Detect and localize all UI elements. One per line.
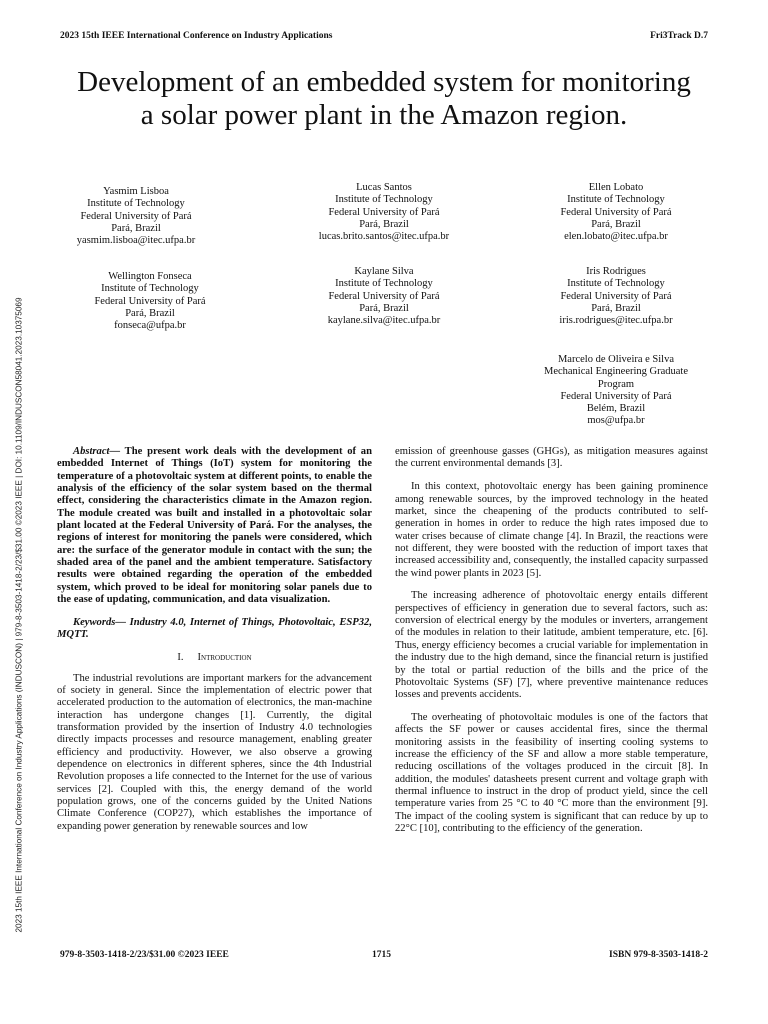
author-name: Marcelo de Oliveira e Silva: [557, 354, 675, 365]
author-email: iris.rodrigues@itec.ufpa.br: [559, 315, 673, 327]
abstract-label: Abstract—: [73, 446, 121, 457]
keywords-text: Industry 4.0, Internet of Things, Photovoltaic, ESP32, MQTT.: [57, 616, 372, 641]
author-block-3: [516, 182, 716, 243]
author-email: mos@ufpa.br: [587, 415, 645, 427]
author-affiliation: Institute of Technology: [101, 283, 199, 295]
paper-title: Development of an embedded system for monitoring a solar power plant in the Amazon region.: [77, 66, 691, 131]
author-name: Ellen Lobato: [588, 182, 644, 193]
author-name: Iris Rodrigues: [586, 266, 646, 277]
author-affiliation: Federal University of Pará: [328, 206, 440, 218]
left-column: [57, 446, 372, 843]
author-affiliation: Mechanical Engineering Graduate: [543, 366, 689, 378]
author-block-5: [284, 266, 484, 327]
body-paragraph: The industrial revolutions are important markers for the advancement of society in general. Since the implementation of electric power that accelerated production to the automation of electronics, the man-machine interaction has undergone changes [1]. Currently, the digital transformation provided by the insertion of Industry 4.0 technologies directly impacts processes and resource management, enabling greater efficiency and productivity. However, we also observe a growing dependence on electronics in different spheres, since the 4th Industrial Revolution proposes a life connected to the Internet for the use of various services [2]. Coupled with this, the energy demand of the world population grows, one of the concerns guided by the United Nations Climate Conference (COP27), which establishes the importance of expanding power generation by renewable sources and low: [57, 672, 372, 832]
running-header-right: Fri3Track D.7: [650, 31, 708, 41]
author-affiliation: Federal University of Pará: [560, 206, 672, 218]
author-email: fonseca@ufpa.br: [114, 320, 186, 332]
author-affiliation: Federal University of Pará: [94, 295, 206, 307]
author-email: yasmim.lisboa@itec.ufpa.br: [76, 235, 196, 247]
author-affiliation: Institute of Technology: [567, 278, 665, 290]
author-affiliation: Program: [597, 378, 635, 390]
right-column: [395, 446, 708, 846]
footer-left: 979-8-3503-1418-2/23/$31.00 ©2023 IEEE: [60, 950, 229, 960]
author-location: Pará, Brazil: [111, 222, 161, 234]
footer-right: ISBN 979-8-3503-1418-2: [609, 950, 708, 960]
section-number: I.: [177, 652, 184, 664]
body-paragraph: In this context, photovoltaic energy has been gaining prominence among renewable sources, by the improved technology in the heated market, since the cheapening of the products contributed to self-generation in homes in order to reduce the high rates imposed due to water crises because of climate change [4]. In Brazil, the reactions were not different, they were boosted with the reduction of import taxes that increased accessibility and, consequently, the installed capacity surpassed the wind power plants in 2023 [5].: [395, 481, 708, 579]
author-location: Pará, Brazil: [359, 302, 409, 314]
author-name: Yasmim Lisboa: [103, 186, 169, 197]
author-email: kaylane.silva@itec.ufpa.br: [327, 315, 441, 327]
author-affiliation: Institute of Technology: [567, 194, 665, 206]
author-email: elen.lobato@itec.ufpa.br: [564, 231, 668, 243]
author-affiliation: Institute of Technology: [87, 198, 185, 210]
body-paragraph: The increasing adherence of photovoltaic energy entails different perspectives of efficiency in generation due to several factors, such as: conversion of electrical energy by the modules or inverters, arrangement of the modules in relation to their latitude, ambient temperature, etc. [6]. Thus, energy efficiency becomes a crucial variable for implementation in the industry due to the high demand, since the financial return is justified by the total or partial reduction of the bills and the price of the Photovoltaic Systems (SF) [7], where preventive maintenance reduces losses and prevents accidents.: [395, 590, 708, 701]
author-block-2: [284, 182, 484, 243]
author-location: Pará, Brazil: [591, 218, 641, 230]
author-location: Belém, Brazil: [586, 403, 646, 415]
running-header-left: 2023 15th IEEE International Conference on Industry Applications: [60, 31, 333, 41]
author-block-4: [50, 271, 250, 332]
sidebar-citation-text: 2023 15th IEEE International Conference on Industry Applications (INDUSCON) | 979-8-3503-1418-2/23/$31.00 ©2023 IEEE | DOI: 10.1109/INDUSCON58041.2023.10375069: [14, 297, 24, 933]
author-affiliation: Federal University of Pará: [328, 290, 440, 302]
author-block-6: [516, 266, 716, 327]
section-heading-introduction: [57, 652, 372, 664]
author-email: lucas.brito.santos@itec.ufpa.br: [318, 231, 450, 243]
author-location: Pará, Brazil: [359, 218, 409, 230]
author-affiliation: Institute of Technology: [335, 194, 433, 206]
author-location: Pará, Brazil: [125, 307, 175, 319]
author-block-7: [516, 354, 716, 428]
author-affiliation: Federal University of Pará: [560, 290, 672, 302]
author-affiliation: Federal University of Pará: [560, 390, 672, 402]
body-paragraph: The overheating of photovoltaic modules is one of the factors that affects the SF power or causes accidental fires, since the thermal monitoring assists in the feasibility of inserting cooling systems to increase the efficiency of the SF and allow a more stable temperature, reducing oscillations of the voltages produced in the circuit [8]. In addition, the modules' datasheets present current and voltage graph with thermal influence to instruct in the drop of product yield, since the cell temperature varies from 25 °C to 40 °C more than the environment [9]. The impact of the cooling system is significant that can reduce by up to 22°C [10], contributing to the efficiency of the generation.: [395, 712, 708, 835]
author-block-1: [36, 186, 236, 247]
author-name: Lucas Santos: [356, 182, 412, 193]
author-affiliation: Institute of Technology: [335, 278, 433, 290]
page-number: 1715: [372, 950, 391, 960]
keywords: [57, 617, 372, 642]
section-title: Introduction: [197, 652, 252, 664]
body-paragraph-continued: emission of greenhouse gasses (GHGs), as mitigation measures against the current environmental demands [3].: [395, 446, 708, 470]
abstract-text: The present work deals with the development of an embedded Internet of Things (IoT) system for monitoring the temperature of a photovoltaic system at different points, to enable the analysis of the efficiency of the solar system based on the thermal effect, considering the characteristics climate in the Amazon region. The module created was built and installed in a photovoltaic solar plant located at the Federal University of Pará. For the analyses, the regions of interest for monitoring the panels were considered, which are: the surface of the generator module in contact with the sun; the shaded area of the panel and the ambient temperature. Satisfactory results were obtained regarding the operation of the embedded system, which proved to be ideal for monitoring solar panels due to the ease of updating, communication, and data visualization.: [57, 446, 372, 606]
sidebar-citation: [4, 265, 34, 965]
author-affiliation: Federal University of Pará: [80, 210, 192, 222]
keywords-label: Keywords—: [73, 616, 126, 628]
abstract: [57, 446, 372, 606]
author-name: Kaylane Silva: [354, 266, 414, 277]
author-name: Wellington Fonseca: [108, 271, 192, 282]
author-location: Pará, Brazil: [591, 302, 641, 314]
